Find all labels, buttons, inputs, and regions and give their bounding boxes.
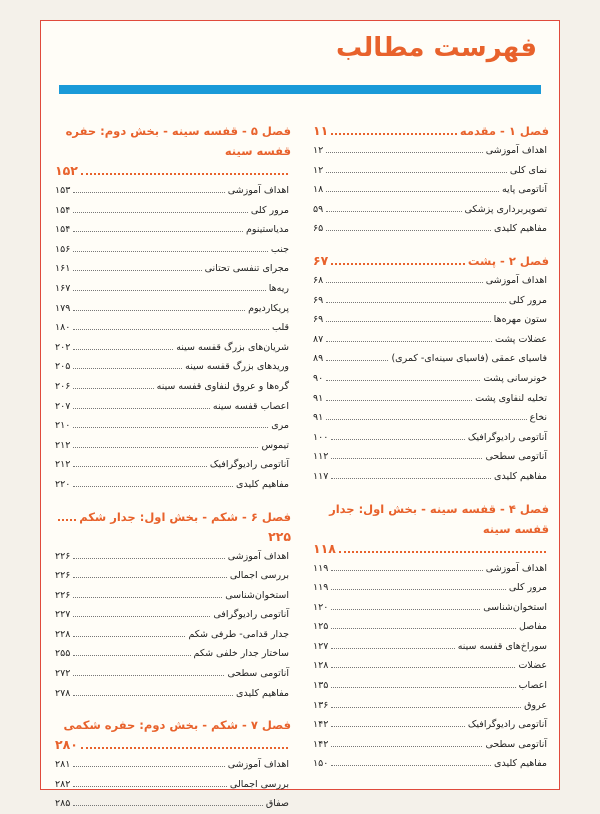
dot-leader: [331, 458, 482, 459]
toc-entry-page-number: ۲۰۲: [55, 341, 71, 353]
toc-entry-label: سوراخ‌های قفسه سینه: [457, 640, 547, 652]
dot-leader: [326, 419, 526, 420]
toc-entry-page-number: ۱۸: [313, 184, 324, 196]
toc-entry-page-number: ۲۰۶: [55, 380, 71, 392]
toc-entry-label: جنب: [270, 243, 289, 255]
toc-entry[interactable]: [313, 369, 549, 389]
toc-entry-label: اعصاب: [518, 680, 547, 692]
toc-entry-page-number: ۹۱: [313, 412, 324, 424]
toc-entry[interactable]: [55, 318, 291, 338]
toc-entry[interactable]: [313, 271, 549, 291]
page-title: فهرست مطالب: [336, 33, 537, 63]
toc-entry-page-number: ۱۵۴: [55, 224, 71, 236]
toc-entry-page-number: ۲۷۸: [55, 687, 71, 699]
dot-leader: [331, 746, 482, 747]
toc-entry-label: مفاهیم کلیدی: [236, 478, 289, 490]
chapter-heading[interactable]: [55, 121, 291, 181]
toc-entry[interactable]: [55, 664, 291, 684]
dot-leader: [326, 172, 507, 173]
toc-entry[interactable]: [55, 566, 291, 586]
dot-leader: [331, 263, 465, 265]
dot-leader: [331, 439, 465, 440]
dot-leader: [73, 427, 268, 428]
dot-leader: [331, 609, 480, 610]
chapter-title: فصل ۲ - پشت: [467, 253, 549, 268]
dot-leader: [73, 408, 210, 409]
dot-leader: [331, 589, 506, 590]
toc-entry-label: اهداف آموزشی: [227, 759, 289, 771]
toc-entry-page-number: ۱۵۶: [55, 243, 71, 255]
toc-entry-label: تیموس: [261, 439, 289, 451]
toc-entry[interactable]: [55, 220, 291, 240]
toc-entry[interactable]: [313, 617, 549, 637]
toc-entry-label: مرور کلی: [250, 204, 289, 216]
toc-entry-label: مدیاستینوم: [246, 224, 289, 236]
toc-entry-label: فاسیای عمقی (فاسیای سینه‌ای- کمری): [391, 353, 547, 365]
dot-leader: [326, 230, 491, 231]
dot-leader: [73, 290, 265, 291]
toc-entry-label: ریه‌ها: [268, 282, 289, 294]
dot-leader: [73, 786, 227, 787]
chapter-page-number: ۲۸۰: [55, 737, 78, 753]
toc-entry-page-number: ۸۹: [313, 353, 324, 365]
toc-entry-label: جدار قدامی- طرفی شکم: [188, 628, 289, 640]
toc-entry[interactable]: [55, 338, 291, 358]
toc-entry-page-number: ۶۹: [313, 314, 324, 326]
toc-entry-label: بررسی اجمالی: [229, 570, 289, 582]
dot-leader: [331, 726, 465, 727]
toc-entry-page-number: ۱۵۴: [55, 204, 71, 216]
dot-leader: [331, 765, 491, 766]
dot-leader: [339, 551, 546, 553]
toc-entry-label: قلب: [271, 322, 289, 334]
toc-entry-page-number: ۱۲۷: [313, 640, 329, 652]
toc-entry-label: اهداف آموزشی: [485, 562, 547, 574]
toc-entry-page-number: ۲۰۷: [55, 400, 71, 412]
dot-leader: [73, 368, 182, 369]
chapter-page-number: ۱۱۸: [313, 540, 336, 556]
chapter-gap: [55, 495, 291, 507]
toc-entry[interactable]: [313, 578, 549, 598]
toc-entry-page-number: ۲۲۶: [55, 589, 71, 601]
dot-leader: [326, 360, 388, 361]
chapter-page-number: ۲۲۵: [268, 528, 291, 544]
toc-entry[interactable]: [55, 605, 291, 625]
toc-entry[interactable]: [55, 416, 291, 436]
toc-entry[interactable]: [55, 684, 291, 704]
toc-entry-label: خونرسانی پشت: [483, 372, 547, 384]
title-underline-bar: [59, 85, 541, 94]
toc-entry[interactable]: [313, 467, 549, 487]
toc-entry-label: اهداف آموزشی: [485, 274, 547, 286]
dot-leader: [73, 329, 269, 330]
chapter-page-number: ۱۵۲: [55, 163, 78, 178]
toc-entry[interactable]: [313, 447, 549, 467]
page-frame: [40, 20, 560, 810]
dot-leader: [73, 695, 233, 696]
toc-entry-page-number: ۶۸: [313, 274, 324, 286]
toc-entry[interactable]: [55, 377, 291, 397]
dot-leader: [73, 805, 263, 806]
chapter-title: فصل ۴ - قفسه سینه - بخش اول: جدار قفسه سینه: [329, 501, 549, 536]
toc-entry[interactable]: [55, 625, 291, 645]
toc-entry[interactable]: [55, 201, 291, 221]
toc-entry-page-number: ۹۱: [313, 392, 324, 404]
dot-leader: [331, 628, 516, 629]
toc-entry[interactable]: [313, 141, 549, 161]
toc-entry-label: تخلیه لنفاوی پشت: [475, 392, 547, 404]
toc-entry-label: آناتومی پایه: [501, 184, 547, 196]
toc-entry-label: آناتومی رادیوگرافیک: [467, 431, 547, 443]
toc-entry-label: مفاهیم کلیدی: [236, 687, 289, 699]
toc-entry-label: اعصاب قفسه سینه: [212, 400, 289, 412]
dot-leader: [331, 570, 482, 571]
toc-left-column: [55, 121, 291, 814]
toc-entry-label: آناتومی سطحی: [485, 738, 547, 750]
chapter-title: فصل ۷ - شکم - بخش دوم: حفره شکمی: [63, 718, 291, 733]
dot-leader: [58, 519, 76, 521]
toc-entry-page-number: ۱۱۹: [313, 562, 329, 574]
toc-entry-label: عضلات پشت: [495, 333, 547, 345]
dot-leader: [331, 133, 457, 135]
toc-entry[interactable]: [313, 180, 549, 200]
dot-leader: [73, 447, 258, 448]
toc-entry[interactable]: [313, 656, 549, 676]
toc-entry[interactable]: [313, 200, 549, 220]
chapter-gap: [313, 487, 549, 499]
toc-entry[interactable]: [55, 357, 291, 377]
toc-entry-label: آناتومی رادیوگرافیک: [209, 459, 289, 471]
toc-entry-page-number: ۲۸۵: [55, 798, 71, 810]
dot-leader: [73, 486, 233, 487]
chapter-gap: [55, 703, 291, 715]
toc-entry[interactable]: [313, 735, 549, 755]
toc-entry-page-number: ۱۵۰: [313, 758, 329, 770]
dot-leader: [73, 270, 201, 271]
dot-leader: [331, 648, 454, 649]
toc-entry[interactable]: [313, 310, 549, 330]
toc-entry-page-number: ۱۵۳: [55, 185, 71, 196]
toc-entry-page-number: ۵۹: [313, 203, 324, 215]
toc-entry-label: آناتومی سطحی: [227, 668, 289, 680]
dot-leader: [73, 251, 268, 252]
dot-leader: [326, 191, 499, 192]
toc-entry-label: عروق: [524, 699, 547, 711]
toc-entry-page-number: ۲۱۲: [55, 459, 71, 471]
toc-entry[interactable]: [55, 299, 291, 319]
toc-entry-page-number: ۱۳۶: [313, 699, 329, 711]
dot-leader: [326, 380, 480, 381]
toc-entry-label: مفاهیم کلیدی: [494, 470, 547, 482]
toc-entry-page-number: ۶۹: [313, 294, 324, 306]
toc-entry[interactable]: [55, 397, 291, 417]
toc-entry-label: مفاهیم کلیدی: [494, 758, 547, 770]
dot-leader: [73, 675, 224, 676]
toc-entry-page-number: ۲۱۲: [55, 439, 71, 451]
dot-leader: [326, 282, 483, 283]
toc-entry-label: اهداف آموزشی: [227, 550, 289, 562]
toc-entry-page-number: ۱۴۲: [313, 719, 329, 731]
chapter-heading[interactable]: [55, 715, 291, 755]
toc-entry-page-number: ۱۲۸: [313, 660, 329, 672]
toc-entry-label: صفاق: [265, 798, 289, 810]
toc-entry-page-number: ۲۸۱: [55, 759, 71, 771]
toc-entry[interactable]: [313, 349, 549, 369]
toc-entry[interactable]: [55, 475, 291, 495]
chapter-heading[interactable]: [313, 499, 549, 559]
dot-leader: [331, 687, 515, 688]
toc-entry-page-number: ۲۲۶: [55, 570, 71, 582]
dot-leader: [73, 231, 243, 232]
toc-entry-page-number: ۱۲: [313, 145, 324, 156]
toc-entry-page-number: ۲۲۶: [55, 550, 71, 562]
dot-leader: [73, 766, 224, 767]
chapter-gap: [313, 239, 549, 251]
toc-entry-page-number: ۱۸۰: [55, 322, 71, 334]
toc-entry-page-number: ۱۱۷: [313, 470, 329, 482]
toc-entry-label: مجرای تنفسی تحتانی: [204, 263, 289, 275]
toc-entry[interactable]: [313, 559, 549, 579]
toc-entry[interactable]: [55, 240, 291, 260]
toc-entry[interactable]: [313, 389, 549, 409]
dot-leader: [73, 349, 173, 350]
toc-entry-page-number: ۶۵: [313, 223, 324, 235]
toc-entry-label: گره‌ها و عروق لنفاوی قفسه سینه: [156, 380, 289, 392]
chapter-title: فصل ۶ - شکم - بخش اول: جدار شکم: [79, 509, 291, 524]
dot-leader: [326, 321, 490, 322]
toc-entry-label: بررسی اجمالی: [229, 778, 289, 790]
toc-entry-label: مری: [271, 420, 289, 432]
toc-entry-label: نخاع: [529, 412, 547, 424]
toc-entry-page-number: ۸۷: [313, 333, 324, 345]
toc-entry-page-number: ۱۰۰: [313, 431, 329, 443]
toc-entry-page-number: ۱۲۰: [313, 601, 329, 613]
toc-entry[interactable]: [313, 161, 549, 181]
toc-entry-label: مفاهیم کلیدی: [494, 223, 547, 235]
toc-entry[interactable]: [313, 637, 549, 657]
toc-entry[interactable]: [55, 775, 291, 795]
toc-entry[interactable]: [313, 291, 549, 311]
toc-entry[interactable]: [55, 586, 291, 606]
toc-right-column: [313, 121, 549, 774]
dot-leader: [81, 747, 288, 749]
toc-entry-page-number: ۱۱۲: [313, 451, 329, 463]
toc-entry-label: اهداف آموزشی: [227, 185, 289, 196]
toc-entry[interactable]: [313, 696, 549, 716]
toc-entry[interactable]: [55, 547, 291, 567]
toc-entry-label: شریان‌های بزرگ قفسه سینه: [176, 341, 289, 353]
toc-entry-page-number: ۱۴۲: [313, 738, 329, 750]
dot-leader: [73, 577, 227, 578]
dot-leader: [73, 655, 190, 656]
toc-entry-page-number: ۲۷۲: [55, 668, 71, 680]
toc-entry[interactable]: [55, 181, 291, 201]
dot-leader: [73, 597, 222, 598]
toc-entry[interactable]: [313, 330, 549, 350]
dot-leader: [326, 152, 483, 153]
chapter-heading[interactable]: [313, 121, 549, 141]
toc-entry[interactable]: [313, 598, 549, 618]
toc-entry-label: استخوان‌شناسی: [483, 601, 547, 613]
toc-entry-page-number: ۱۶۱: [55, 263, 71, 275]
toc-entry-label: پریکاردیوم: [248, 302, 289, 314]
toc-entry[interactable]: [55, 794, 291, 814]
dot-leader: [326, 341, 492, 342]
dot-leader: [331, 667, 515, 668]
toc-entry[interactable]: [55, 644, 291, 664]
toc-entry-label: ستون مهره‌ها: [493, 314, 547, 326]
toc-entry-page-number: ۲۲۸: [55, 628, 71, 640]
toc-entry-page-number: ۱۲۵: [313, 621, 329, 633]
dot-leader: [73, 558, 224, 559]
toc-entry-page-number: ۱۷۹: [55, 302, 71, 314]
toc-entry-label: آناتومی رادیوگرافی: [213, 609, 289, 621]
dot-leader: [81, 173, 288, 175]
dot-leader: [331, 707, 521, 708]
toc-entry-page-number: ۱۱۹: [313, 582, 329, 594]
toc-entry-page-number: ۲۵۵: [55, 648, 71, 660]
toc-entry[interactable]: [313, 754, 549, 774]
toc-entry-label: ساختار جدار خلفی شکم: [193, 648, 289, 660]
toc-entry-page-number: ۲۸۲: [55, 778, 71, 790]
toc-entry-label: استخوان‌شناسی: [225, 589, 289, 601]
toc-entry[interactable]: [55, 455, 291, 475]
toc-entry-page-number: ۱۳۵: [313, 680, 329, 692]
toc-entry[interactable]: [313, 219, 549, 239]
dot-leader: [73, 466, 207, 467]
chapter-heading[interactable]: [313, 251, 549, 271]
dot-leader: [73, 388, 153, 389]
toc-entry-label: آناتومی رادیوگرافیک: [467, 719, 547, 731]
toc-entry-label: مفاصل: [518, 621, 547, 633]
chapter-page-number: ۱۱: [313, 123, 329, 138]
toc-entry[interactable]: [313, 408, 549, 428]
toc-entry-label: تصویربرداری پزشکی: [464, 203, 547, 215]
dot-leader: [73, 636, 185, 637]
dot-leader: [73, 310, 245, 311]
toc-entry-page-number: ۲۰۵: [55, 361, 71, 373]
toc-entry[interactable]: [313, 428, 549, 448]
toc-entry-page-number: ۱۶۷: [55, 282, 71, 294]
chapter-title: فصل ۵ - قفسه سینه - بخش دوم: حفره قفسه سینه: [65, 124, 291, 158]
toc-entry-label: عضلات: [518, 660, 547, 672]
toc-entry[interactable]: [55, 279, 291, 299]
dot-leader: [326, 400, 472, 401]
toc-entry-label: مرور کلی: [508, 582, 547, 594]
toc-entry-page-number: ۲۲۷: [55, 609, 71, 621]
toc-entry-label: وریدهای بزرگ قفسه سینه: [185, 361, 289, 373]
toc-entry[interactable]: [313, 676, 549, 696]
dot-leader: [73, 212, 248, 213]
toc-entry-label: نمای کلی: [509, 164, 547, 176]
dot-leader: [326, 302, 506, 303]
chapter-heading[interactable]: [55, 507, 291, 547]
toc-entry-label: اهداف آموزشی: [485, 145, 547, 156]
toc-entry-page-number: ۹۰: [313, 372, 324, 384]
toc-entry[interactable]: [55, 755, 291, 775]
toc-entry-page-number: ۱۲: [313, 164, 324, 176]
toc-entry[interactable]: [55, 259, 291, 279]
chapter-title: فصل ۱ - مقدمه: [459, 124, 549, 138]
toc-entry[interactable]: [313, 715, 549, 735]
dot-leader: [331, 478, 491, 479]
chapter-page-number: ۶۷: [313, 252, 329, 268]
toc-entry-page-number: ۲۱۰: [55, 420, 71, 432]
toc-entry-label: مرور کلی: [508, 294, 547, 306]
toc-entry[interactable]: [55, 436, 291, 456]
dot-leader: [73, 616, 210, 617]
toc-entry-page-number: ۲۲۰: [55, 478, 71, 490]
dot-leader: [326, 211, 461, 212]
dot-leader: [73, 192, 224, 193]
toc-entry-label: آناتومی سطحی: [485, 451, 547, 463]
